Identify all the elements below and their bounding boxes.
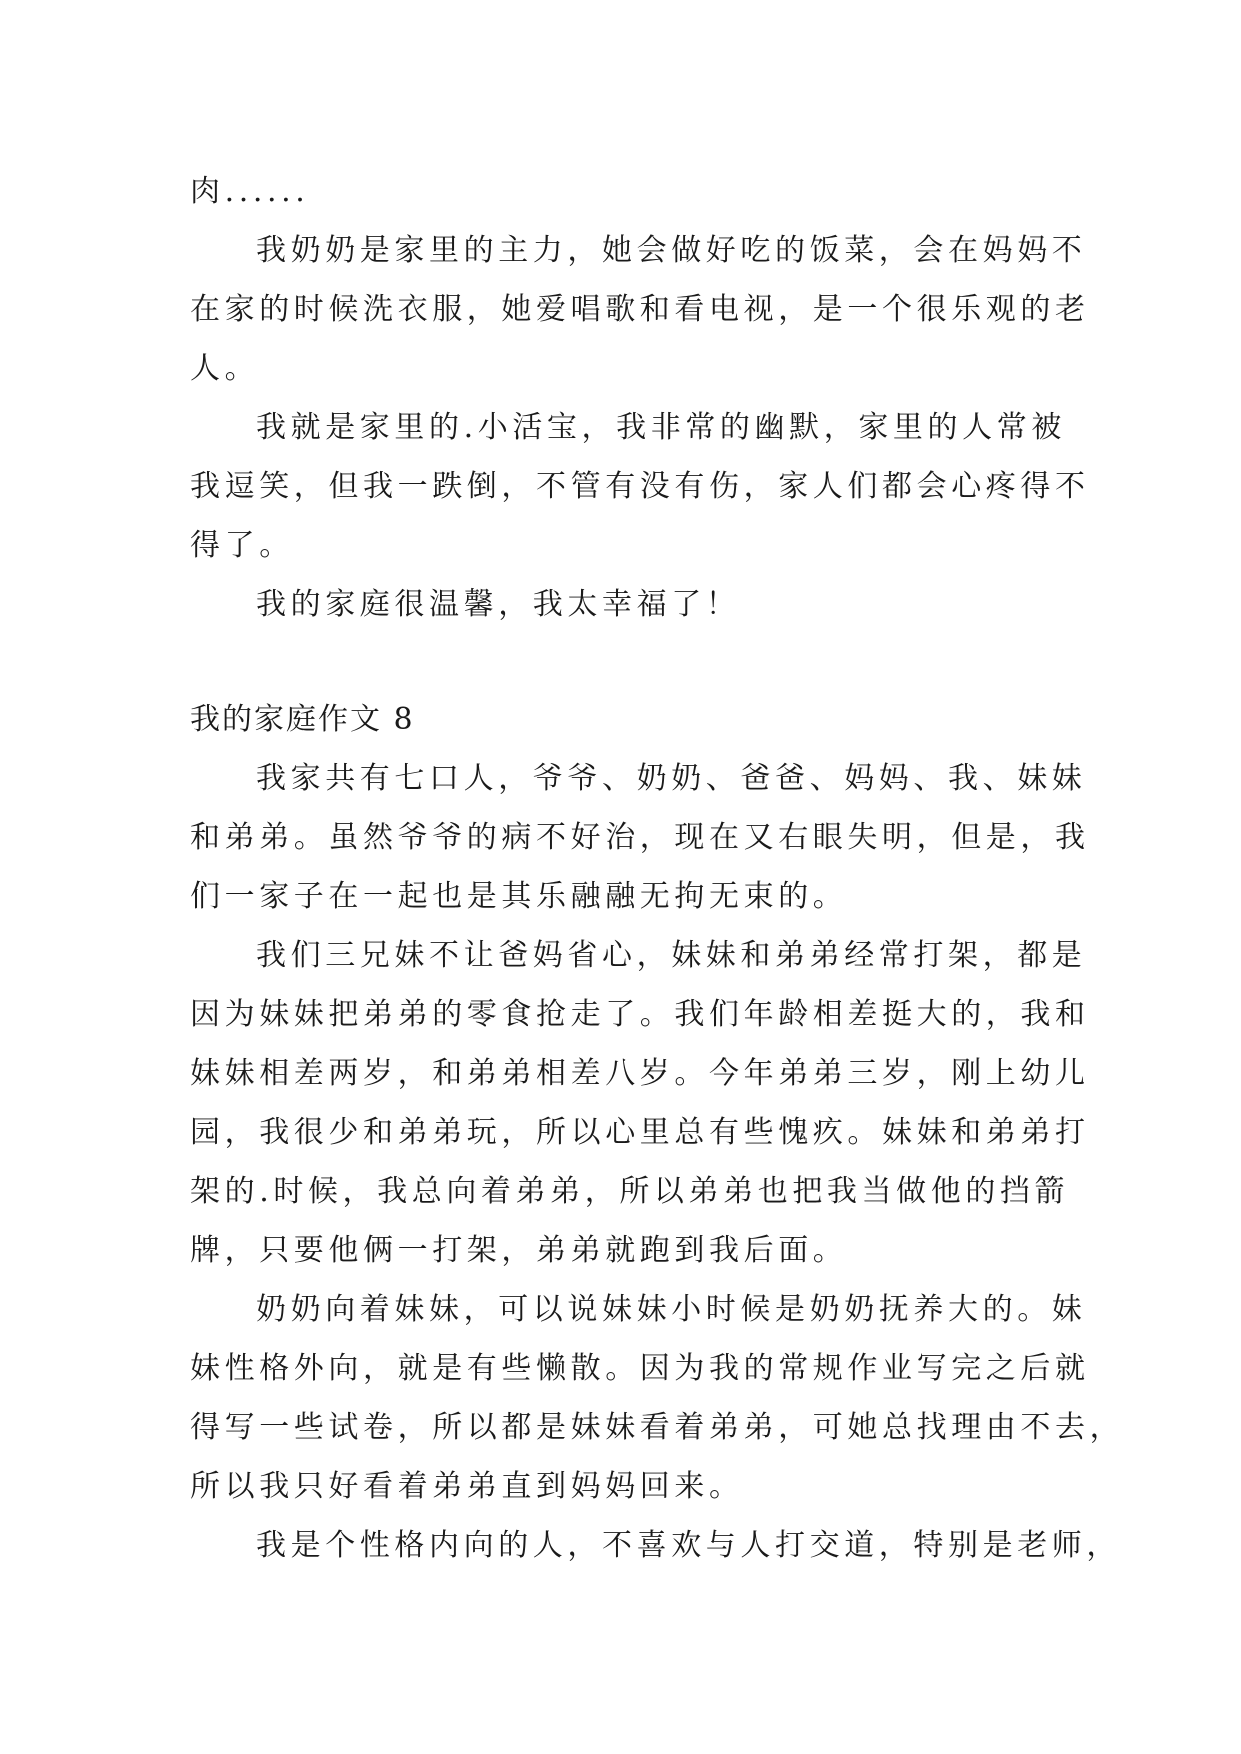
- paragraph-line: 我奶奶是家里的主力，她会做好吃的饭菜，会在妈妈不: [256, 233, 1087, 268]
- paragraph-line: 和弟弟。虽然爷爷的病不好治，现在又右眼失明，但是，我: [190, 820, 1090, 855]
- paragraph-line: 人。: [190, 351, 260, 386]
- paragraph-line: 们一家子在一起也是其乐融融无拘无束的。: [190, 879, 848, 914]
- paragraph-line: 妹性格外向，就是有些懒散。因为我的常规作业写完之后就: [190, 1351, 1090, 1386]
- paragraph-line: 所以我只好看着弟弟直到妈妈回来。: [190, 1469, 744, 1504]
- paragraph-line: 在家的时候洗衣服，她爱唱歌和看电视，是一个很乐观的老: [190, 292, 1090, 327]
- paragraph-line: 我逗笑，但我一跌倒，不管有没有伤，家人们都会心疼得不: [190, 469, 1090, 504]
- paragraph-line: 架的.时候，我总向着弟弟，所以弟弟也把我当做他的挡箭: [190, 1174, 1070, 1209]
- essay-title: 我的家庭作文 8: [190, 702, 415, 737]
- paragraph-continuation-line: 肉......: [190, 174, 310, 209]
- paragraph-line: 我家共有七口人，爷爷、奶奶、爸爸、妈妈、我、妹妹: [256, 761, 1087, 796]
- paragraph-line: 我就是家里的.小活宝，我非常的幽默，家里的人常被: [256, 410, 1066, 445]
- paragraph-line: 妹妹相差两岁，和弟弟相差八岁。今年弟弟三岁，刚上幼儿: [190, 1056, 1090, 1091]
- paragraph-line: 得了。: [190, 528, 294, 563]
- paragraph-line: 牌，只要他俩一打架，弟弟就跑到我后面。: [190, 1233, 848, 1268]
- paragraph-line: 奶奶向着妹妹，可以说妹妹小时候是奶奶抚养大的。妹: [256, 1292, 1087, 1327]
- paragraph-line: 我们三兄妹不让爸妈省心，妹妹和弟弟经常打架，都是: [256, 938, 1087, 973]
- paragraph-line: 园，我很少和弟弟玩，所以心里总有些愧疚。妹妹和弟弟打: [190, 1115, 1090, 1150]
- paragraph-line: 因为妹妹把弟弟的零食抢走了。我们年龄相差挺大的，我和: [190, 997, 1090, 1032]
- paragraph-line: 我的家庭很温馨，我太幸福了！: [256, 587, 741, 622]
- document-page: [190, 162, 1125, 1575]
- paragraph-line: 我是个性格内向的人，不喜欢与人打交道，特别是老师，: [256, 1528, 1121, 1563]
- paragraph-line: 得写一些试卷，所以都是妹妹看着弟弟，可她总找理由不去，: [190, 1410, 1125, 1445]
